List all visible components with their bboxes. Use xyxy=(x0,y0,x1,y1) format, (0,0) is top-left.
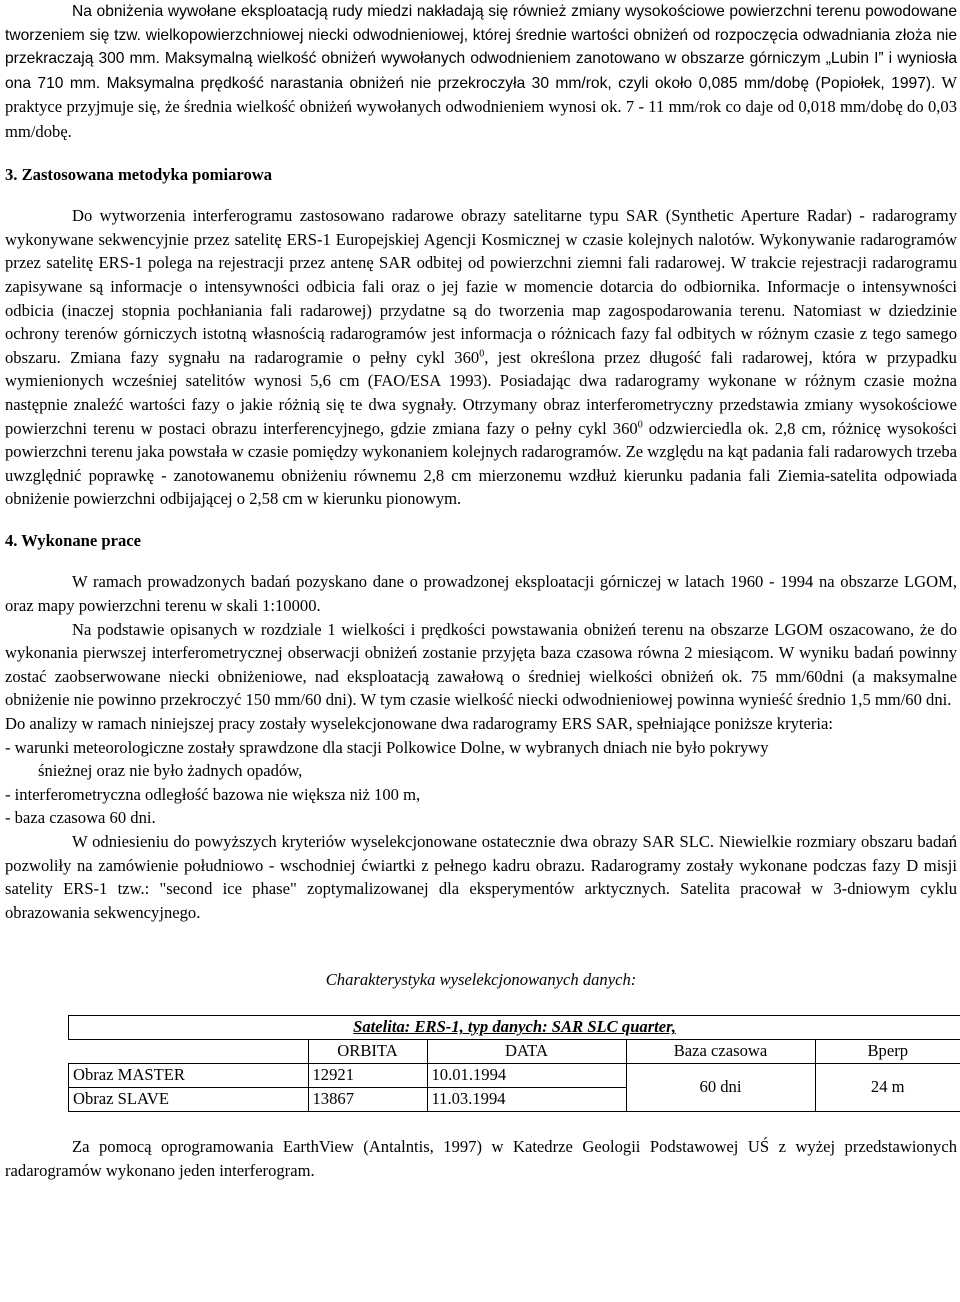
table-cell-label: Obraz MASTER xyxy=(69,1063,309,1087)
table-row xyxy=(69,1063,960,1087)
table-title: Satelita: ERS-1, typ danych: SAR SLC quarter, xyxy=(69,1015,960,1039)
table-title-row xyxy=(69,1015,960,1039)
table-cell-bperp: 24 m xyxy=(815,1063,960,1111)
table-header-bperp: Bperp xyxy=(815,1039,960,1063)
intro-text-a: Na obniżenia wywołane eksploatacją rudy miedzi nakładają się również zmiany wysokościowe powierzchni terenu powodowane tworzeniem się tzw. wielkopowierzchniowej niecki odwodnieniowej, której średnie wartości obniżeń od rozpoczęcia odwadniania złoża nie przekraczają 300 mm. Maksymalną wielkość obniżeń wywołanych odwodnieniem zanotowano w obszarze górniczym „Lubin I” i wyniosła ona 710 mm. Maksymalna prędkość narastania obniżeń nie przekroczyła 30 mm/rok, czyli około 0,085 mm/dobę (Popiołek, 1997). xyxy=(5,3,957,92)
work-paragraph-1: W ramach prowadzonych badań pozyskano dane o prowadzonej eksploatacji górniczej w latach 1960 - 1994 na obszarze LGOM, oraz mapy powierzchni terenu w skali 1:10000. xyxy=(5,572,957,616)
degree-superscript: 0 xyxy=(479,348,485,360)
table-header-orbita: ORBITA xyxy=(308,1039,427,1063)
criteria-item-1-continued: śnieżnej oraz nie było żadnych opadów, xyxy=(38,761,303,781)
criteria-item-2: - interferometryczna odległość bazowa nie większa niż 100 m, xyxy=(5,784,421,804)
intro-text-b: W praktyce przyjmuje się, że średnia wielkość obniżeń wywołanych odwodnieniem wynosi ok. 7 - 11 mm/rok co daje od 0,018 mm/dobę do 0,03 mm/dobę. xyxy=(5,72,957,141)
table-cell-orbita: 12921 xyxy=(308,1063,427,1087)
methodology-text-c: odzwierciedla ok. 2,8 cm, różnicę wysokości powierzchni terenu jaka powstała w czasie pomiędzy wykonaniem kolejnych radarogramów. Ze względu na kąt padania fali radarowych trzeba uwzględnić poprawkę - zanotowanemu obniżeniu równemu 2,8 cm mierzonemu wzdłuż kierunku padania fali Ziemia-satelita odpowiada obniżenie powierzchni odbijającej o 2,58 cm w kierunku pionowym. xyxy=(5,418,957,509)
work-paragraph-2: Na podstawie opisanych w rozdziale 1 wielkości i prędkości powstawania obniżeń terenu na obszarze LGOM oszacowano, że do wykonania pierwszej interferometrycznej obserwacji obniżeń zostanie przyjęta baza czasowa równa 2 miesiącom. W wyniku badań powinny zostać zaobserwowane niecki obniżeniowe, nad eksploatacją zawałową o średniej wielkości obniżeń ok. 75 mm/60dni (a maksymalne obniżenie nie powinno przekroczyć 150 mm/60 dni). W tym czasie wielkość niecki odwodnieniowej powinna wynieść średnio 1,5 mm/60 dni. xyxy=(5,619,957,710)
criteria-item-3: - baza czasowa 60 dni. xyxy=(5,808,156,828)
table-cell-label: Obraz SLAVE xyxy=(69,1087,309,1111)
table-header-data: DATA xyxy=(427,1039,626,1063)
methodology-text-a: Do wytworzenia interferogramu zastosowano radarowe obrazy satelitarne typu SAR (Synthetic Aperture Radar) - radarogramy wykonywane sekwencyjnie przez satelitę ERS-1 Europejskiej Agencji Kosmicznej w czasie kolejnych nalotów. Wykonywanie radarogramów przez satelitę ERS-1 polega na rejestracji przez antenę SAR odbitej od powierzchni ziemni fali radarowej. W trakcie rejestracji radarogramu zapisywane są informacje o intensywności odbicia fali oraz o jej fazie w momencie dotarcia do odbiornika. Informacje o intensywności odbicia (inaczej stopnia pochłaniania fali radarowej) przydatne są do tworzenia map zagospodarowania terenu. Natomiast w dziedzinie ochrony terenów górniczych istotną własnością radarogramów jest informacja o różnicach fazy fal odbitych w różnym czasie z tego samego obszaru. Zmiana fazy sygnału na radarogramie o pełny cykl 360 xyxy=(5,206,957,367)
work-paragraph-3: Do analizy w ramach niniejszej pracy zostały wyselekcjonowane dwa radarogramy ERS SAR, spełniające poniższe kryteria: xyxy=(5,714,834,734)
data-table xyxy=(68,1015,960,1112)
methodology-paragraph xyxy=(5,204,957,511)
table-cell-data: 10.01.1994 xyxy=(427,1063,626,1087)
criteria-item-1: - warunki meteorologiczne zostały sprawdzone dla stacji Polkowice Dolne, w wybranych dniach nie było pokrywy xyxy=(5,737,769,757)
intro-paragraph xyxy=(5,0,957,145)
work-paragraph-4: W odniesieniu do powyższych kryteriów wyselekcjonowane ostatecznie dwa obrazy SAR SLC. Niewielkie rozmiary obszaru badań pozwoliły na zamówienie południowo - wschodniej ćwiartki z pełnego kadru obrazu. Radarogramy zostały wykonane podczas fazy D misji satelity ERS-1 tzw.: "second ice phase" zoptymalizowanej dla eksperymentów arktycznych. Satelita pracował w 3-dniowym cyklu obrazowania sekwencyjnego. xyxy=(5,832,957,922)
table-cell-data: 11.03.1994 xyxy=(427,1087,626,1111)
closing-paragraph: Za pomocą oprogramowania EarthView (Antalntis, 1997) w Katedrze Geologii Podstawowej UŚ z wyżej przedstawionych radarogramów wykonano jeden interferogram. xyxy=(5,1136,957,1180)
degree-superscript: 0 xyxy=(637,418,643,430)
table-header-row xyxy=(69,1039,960,1063)
table-header-baza: Baza czasowa xyxy=(626,1039,815,1063)
table-cell-orbita: 13867 xyxy=(308,1087,427,1111)
section-heading-methodology: 3. Zastosowana metodyka pomiarowa xyxy=(5,164,273,184)
section-heading-work: 4. Wykonane prace xyxy=(5,530,141,550)
methodology-text-b: , jest określona przez długość fali radarowej, która w przypadku wymienionych wcześniej satelitów wynosi 5,6 cm (FAO/ESA 1993). Posiadając dwa radarogramy wykonane w różnym czasie można następnie znaleźć wartości fazy o jakie różnią się te dwa sygnały. Otrzymany obraz interferometryczny przedstawia zmiany wysokościowe powierzchni terenu w postaci obrazu interferencyjnego, gdzie zmiana fazy o pełny cykl 360 xyxy=(5,347,957,438)
table-cell-baza: 60 dni xyxy=(626,1063,815,1111)
table-header-empty xyxy=(69,1039,309,1063)
table-caption: Charakterystyka wyselekcjonowanych danych: xyxy=(325,970,637,990)
